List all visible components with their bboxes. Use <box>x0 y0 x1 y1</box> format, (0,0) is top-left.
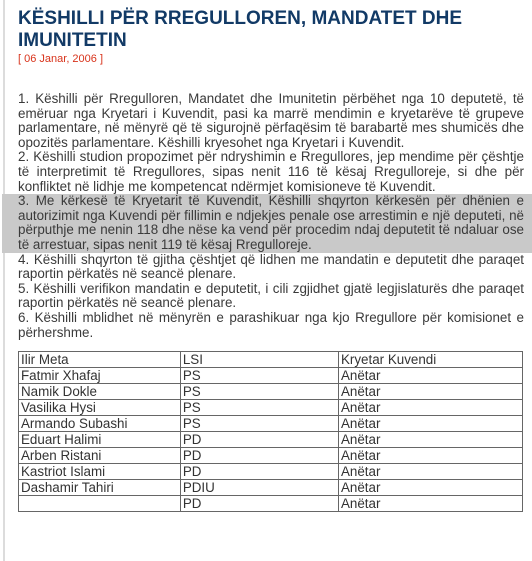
member-party: LSI <box>180 352 338 368</box>
member-party: PDIU <box>180 480 338 496</box>
article <box>18 8 524 512</box>
member-role: Anëtar <box>338 432 522 448</box>
member-name: Arben Ristani <box>19 448 181 464</box>
page-title: KËSHILLI PËR RREGULLOREN, MANDATET DHE IMUNITETIN <box>18 8 463 51</box>
left-border <box>3 0 5 561</box>
member-name: Ilir Meta <box>19 352 181 368</box>
member-role: Anëtar <box>338 384 522 400</box>
table-row <box>19 464 523 480</box>
paragraph-3-selected[interactable]: 3. Me kërkesë të Kryetarit të Kuvendit, Këshilli shqyrton kërkesën për dhënien e autorizimit nga Kuvendi për fillimin e ndjekjes penale ose arrestimin e një deputeti, në përputhje me nenin 118 dhe nëse ka vend për procedim ndaj deputetit të ndaluar ose të arrestuar, sipas nenit 119 të kësaj Rregulloreje. <box>2 194 532 252</box>
table-row <box>19 352 523 368</box>
table-row <box>19 496 523 512</box>
table-row <box>19 400 523 416</box>
paragraph-6[interactable]: 6. Këshilli mblidhet në mënyrën e parashikuar nga kjo Rregullore për komisionet e përhershme. <box>18 309 524 340</box>
member-name: Kastriot Islami <box>19 464 181 480</box>
paragraph-2[interactable]: 2. Këshilli studion propozimet për ndryshimin e Rregullores, jep mendime për çështje të interpretimit të Rregullores, sipas nenit 116 të kësaj Rregulloreje, si dhe për konfliktet në lidhje me kompetencat ndërmjet komisioneve të Kuvendit. <box>18 149 524 194</box>
member-name: Armando Subashi <box>19 416 181 432</box>
member-name: Fatmir Xhafaj <box>19 368 181 384</box>
member-party: PS <box>180 400 338 416</box>
member-name: Dashamir Tahiri <box>19 480 181 496</box>
paragraph-1[interactable]: 1. Këshilli për Rregulloren, Mandatet dhe Imunitetin përbëhet nga 10 deputetë, të emëruar nga Kryetari i Kuvendit, pasi ka marrë mendimin e kryetarëve të grupeve parlamentare, në mënyrë që të sigurojnë përfaqësim të barabartë mes shumicës dhe opozitës parlamentare. Këshilli kryesohet nga Kryetari i Kuvendit. <box>18 91 524 150</box>
member-role: Anëtar <box>338 480 522 496</box>
table-row <box>19 480 523 496</box>
member-role: Kryetar Kuvendi <box>338 352 522 368</box>
member-party: PS <box>180 384 338 400</box>
member-party: PS <box>180 368 338 384</box>
member-role: Anëtar <box>338 448 522 464</box>
table-row <box>19 384 523 400</box>
member-name: Namik Dokle <box>19 384 181 400</box>
table-row <box>19 368 523 384</box>
member-name: Eduart Halimi <box>19 432 181 448</box>
publish-date: [ 06 Janar, 2006 ] <box>18 53 104 65</box>
member-party: PD <box>180 496 338 512</box>
member-name <box>19 496 181 512</box>
members-table <box>18 351 523 512</box>
member-party: PD <box>180 464 338 480</box>
member-party: PD <box>180 448 338 464</box>
table-row <box>19 416 523 432</box>
member-role: Anëtar <box>338 416 522 432</box>
member-role: Anëtar <box>338 464 522 480</box>
member-party: PS <box>180 416 338 432</box>
member-role: Anëtar <box>338 368 522 384</box>
member-role: Anëtar <box>338 496 522 512</box>
paragraph-5[interactable]: 5. Këshilli verifikon mandatin e deputetit, i cili zgjidhet gjatë legjislaturës dhe paraqet raportin përkatës në seancë plenare. <box>18 280 524 311</box>
article-body[interactable] <box>18 92 524 340</box>
member-role: Anëtar <box>338 400 522 416</box>
member-party: PD <box>180 432 338 448</box>
paragraph-4[interactable]: 4. Këshilli shqyrton të gjitha çështjet që lidhen me mandatin e deputetit dhe paraqet raportin përkatës në seancë plenare. <box>18 251 524 282</box>
member-name: Vasilika Hysi <box>19 400 181 416</box>
table-row <box>19 448 523 464</box>
table-row <box>19 432 523 448</box>
